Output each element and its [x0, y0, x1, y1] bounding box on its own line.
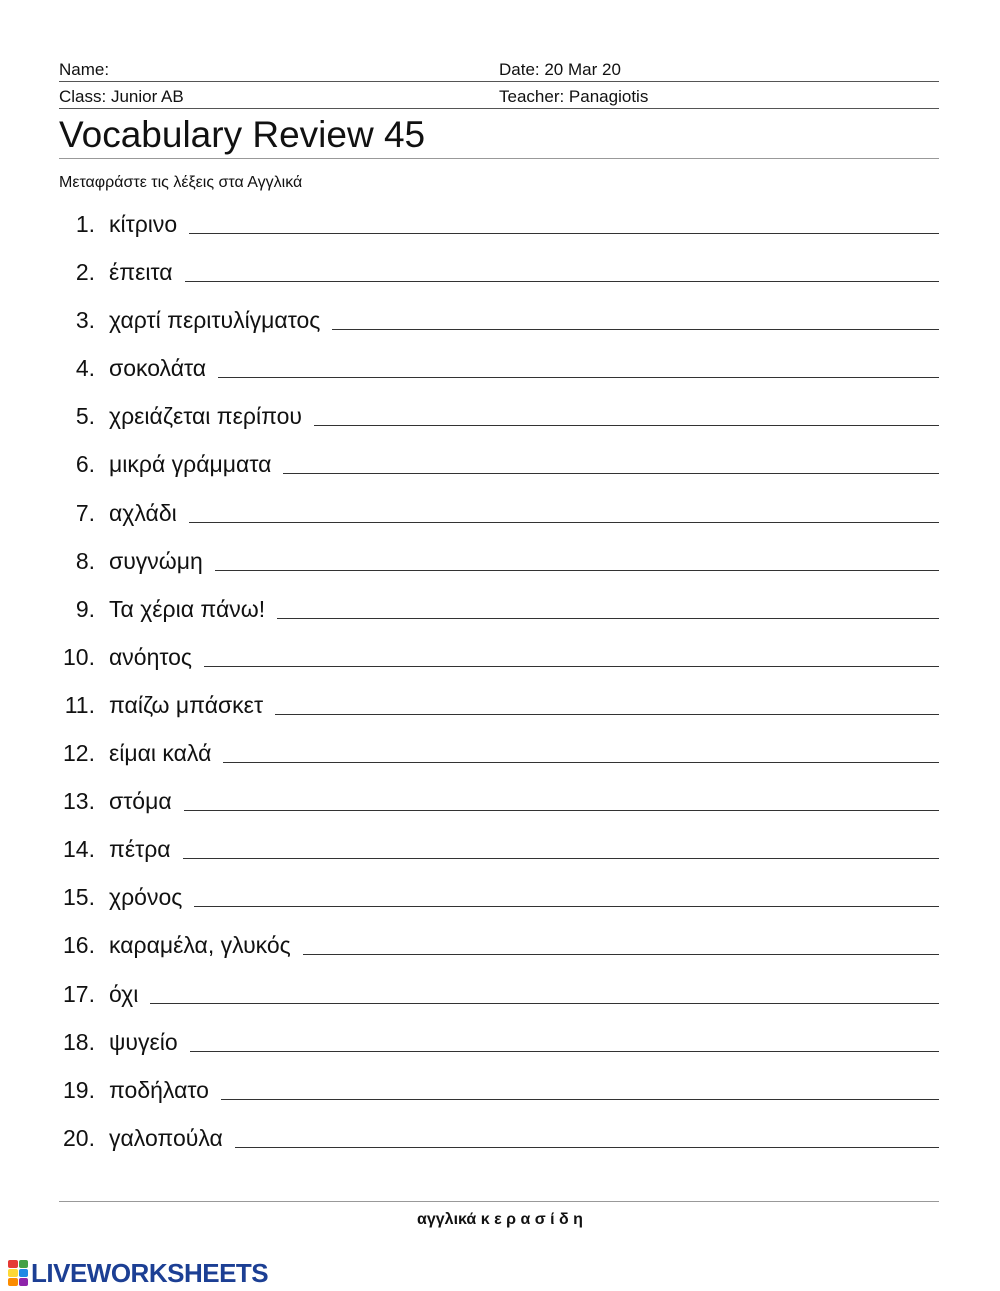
teacher-label: Teacher: Panagiotis — [499, 87, 649, 106]
vocab-item-20 — [0, 1119, 1000, 1167]
item-number: 11. — [64, 691, 95, 718]
item-word: κίτρινο — [109, 211, 178, 237]
logo-square — [19, 1269, 29, 1277]
logo-square — [19, 1260, 29, 1268]
item-number: 16. — [63, 932, 95, 959]
vocab-item-4 — [0, 349, 1000, 397]
item-number: 10. — [63, 643, 95, 670]
answer-line[interactable] — [204, 638, 939, 667]
vocab-item-1 — [0, 205, 1000, 253]
item-number: 20. — [63, 1124, 95, 1151]
item-number: 9. — [75, 595, 95, 622]
answer-line[interactable] — [218, 349, 939, 378]
answer-line[interactable] — [235, 1119, 939, 1148]
item-number: 13. — [63, 788, 95, 815]
item-word: συγνώμη — [109, 547, 203, 574]
item-number: 15. — [63, 884, 95, 911]
vocab-item-3 — [0, 301, 1000, 349]
answer-line[interactable] — [332, 301, 939, 330]
item-number: 3. — [75, 307, 95, 334]
vocab-item-10 — [0, 638, 1000, 686]
class-label: Class: Junior AB — [59, 87, 184, 106]
date-label: Date: 20 Mar 20 — [499, 60, 621, 79]
footer-divider — [59, 1201, 939, 1202]
item-word: χρόνος — [109, 884, 183, 911]
item-word: ποδήλατο — [109, 1076, 209, 1103]
answer-line[interactable] — [215, 542, 939, 571]
answer-line[interactable] — [283, 445, 939, 474]
liveworksheets-logo-icon — [8, 1260, 28, 1286]
vocab-item-5 — [0, 397, 1000, 445]
vocab-item-7 — [0, 494, 1000, 542]
answer-line[interactable] — [223, 734, 939, 763]
answer-line[interactable] — [185, 253, 939, 282]
vocab-item-12 — [0, 734, 1000, 782]
item-word: ανόητος — [109, 643, 193, 670]
item-number: 5. — [75, 403, 95, 430]
liveworksheets-brand[interactable] — [8, 1258, 268, 1288]
item-word: γαλοπούλα — [109, 1124, 223, 1151]
vocab-item-8 — [0, 542, 1000, 590]
item-number: 7. — [75, 499, 95, 526]
name-label: Name: — [59, 60, 110, 79]
vocab-item-13 — [0, 782, 1000, 830]
answer-line[interactable] — [184, 782, 939, 811]
item-word: χαρτί περιτυλίγματος — [109, 307, 321, 334]
page-title: Vocabulary Review 45 — [59, 112, 939, 159]
header-row-name-date — [59, 59, 939, 82]
item-number: 8. — [75, 547, 95, 574]
item-word: όχι — [109, 980, 139, 1007]
item-word: σοκολάτα — [109, 355, 207, 382]
vocab-item-19 — [0, 1071, 1000, 1119]
footer-text: αγγλικά κ ε ρ α σ ί δ η — [417, 1211, 583, 1228]
vocabulary-list — [0, 205, 1000, 1167]
logo-square — [8, 1278, 18, 1286]
item-word: χρειάζεται περίπου — [109, 403, 302, 430]
item-number: 4. — [75, 355, 95, 382]
item-word: είμαι καλά — [109, 740, 212, 767]
item-word: παίζω μπάσκετ — [109, 691, 264, 718]
answer-line[interactable] — [277, 590, 939, 619]
answer-line[interactable] — [303, 926, 939, 955]
header-row-class-teacher — [59, 86, 939, 109]
answer-line[interactable] — [189, 205, 939, 234]
item-word: καραμέλα, γλυκός — [109, 932, 291, 959]
vocab-item-6 — [0, 445, 1000, 493]
logo-square — [19, 1278, 29, 1286]
item-number: 14. — [63, 836, 95, 863]
vocab-item-15 — [0, 878, 1000, 926]
vocab-item-16 — [0, 926, 1000, 974]
vocab-item-18 — [0, 1023, 1000, 1071]
logo-square — [8, 1260, 18, 1268]
item-number: 19. — [63, 1076, 95, 1103]
brand-name: LIVEWORKSHEETS — [31, 1258, 269, 1288]
item-word: πέτρα — [109, 836, 171, 863]
instructions-text: Μεταφράστε τις λέξεις στα Αγγλικά — [59, 174, 303, 191]
vocab-item-14 — [0, 830, 1000, 878]
answer-line[interactable] — [221, 1071, 939, 1100]
vocab-item-9 — [0, 590, 1000, 638]
item-word: Τα χέρια πάνω! — [109, 595, 266, 622]
answer-line[interactable] — [189, 494, 939, 523]
item-number: 2. — [75, 259, 95, 286]
vocab-item-2 — [0, 253, 1000, 301]
item-number: 12. — [63, 740, 95, 767]
answer-line[interactable] — [183, 830, 939, 859]
item-word: στόμα — [109, 788, 172, 815]
item-word: μικρά γράμματα — [109, 451, 272, 478]
answer-line[interactable] — [275, 686, 939, 715]
item-number: 17. — [63, 980, 95, 1007]
answer-line[interactable] — [314, 397, 939, 426]
logo-square — [8, 1269, 18, 1277]
item-number: 1. — [75, 211, 95, 237]
vocab-item-11 — [0, 686, 1000, 734]
answer-line[interactable] — [150, 975, 939, 1004]
item-number: 18. — [63, 1028, 95, 1055]
item-word: αχλάδι — [109, 499, 177, 526]
answer-line[interactable] — [194, 878, 939, 907]
answer-line[interactable] — [190, 1023, 939, 1052]
item-word: έπειτα — [109, 259, 173, 286]
item-number: 6. — [75, 451, 95, 478]
vocab-item-17 — [0, 975, 1000, 1023]
item-word: ψυγείο — [109, 1028, 178, 1055]
